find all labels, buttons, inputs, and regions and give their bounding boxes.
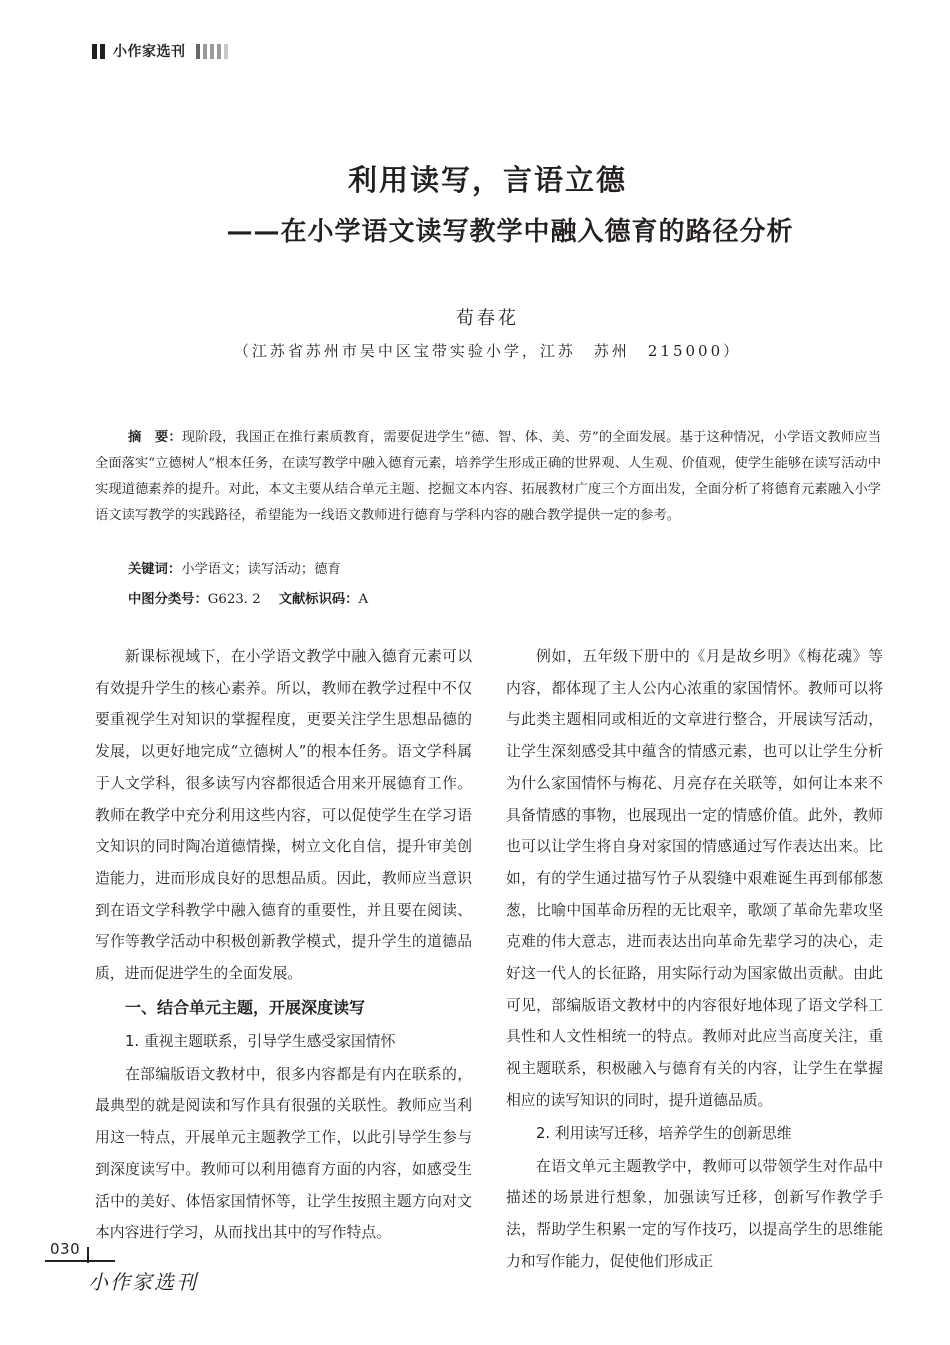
header-bars-right xyxy=(196,44,228,59)
journal-name: 小作家选刊 xyxy=(113,44,186,60)
author-name: 荀春花 xyxy=(456,308,519,329)
body-column-right xyxy=(506,641,883,1277)
subsection-1-heading: 1. 重视主题联系，引导学生感受家国情怀 xyxy=(125,1032,396,1050)
subsection-2-paragraph: 在语文单元主题教学中，教师可以带领学生对作品中描述的场景进行想象，加强读写迁移，创新写作教学手法，帮助学生积累一定的写作技巧，以提高学生的思维能力和写作能力，促使他们形成正 xyxy=(506,1157,883,1270)
article-subtitle: ——在小学语文读写教学中融入德育的路径分析 xyxy=(226,217,794,247)
intro-paragraph: 新课标视域下，在小学语文教学中融入德育元素可以有效提升学生的核心素养。所以，教师在教学过程中不仅要重视学生对知识的掌握程度，更要关注学生思想品德的发展，以更好地完成“立德树人”的根本任务。语文学科属于人文学科，很多读写内容都很适合用来开展德育工作。教师在教学中充分利用这些内容，可以促使学生在学习语文知识的同时陶冶道德情操，树立文化自信，提升审美创造能力，进而形成良好的思想品质。因此，教师应当意识到在语文学科教学中融入德育的重要性，并且要在阅读、写作等教学活动中积极创新教学模式，提升学生的道德品质，进而促进学生的全面发展。 xyxy=(95,648,472,983)
abstract-text: 现阶段，我国正在推行素质教育，需要促进学生“德、智、体、美、劳”的全面发展。基于这种情况，小学语文教师应当全面落实“立德树人”根本任务，在读写教学中融入德育元素，培养学生形成正确的世界观、人生观、价值观，使学生能够在读写活动中实现道德素养的提升。对此，本文主要从结合单元主题、挖掘文本内容、拓展教材广度三个方面出发，全面分析了将德育元素融入小学语文读写教学的实践路径，希望能为一线语文教师进行德育与学科内容的融合教学提供一定的参考。 xyxy=(95,430,881,523)
footer-logo: 小作家选刊 xyxy=(88,1270,198,1294)
clc-value: G623. 2 xyxy=(207,592,261,607)
footer-vertical-rule xyxy=(87,1247,89,1263)
article-title: 利用读写，言语立德 xyxy=(347,163,627,197)
subsection-2-heading: 2. 利用读写迁移，培养学生的创新思维 xyxy=(536,1124,792,1142)
author-affiliation: （江苏省苏州市吴中区宝带实验小学，江苏 苏州 215000） xyxy=(233,342,742,360)
abstract-label: 摘 要： xyxy=(128,430,182,445)
running-header xyxy=(92,40,228,62)
page-number: 030 xyxy=(50,1240,81,1258)
subsection-1-paragraph: 在部编版语文教材中，很多内容都是有内在联系的，最典型的就是阅读和写作具有很强的关联性。教师应当利用这一特点，开展单元主题教学工作，以此引导学生参与到深度读写中。教师可以利用德育方面的内容，如感受生活中的美好、体悟家国情怀等，让学生按照主题方向对文本内容进行学习，从而找出其中的写作特点。 xyxy=(95,1065,472,1242)
doc-code-label: 文献标识码： xyxy=(278,592,359,607)
doc-code-value: A xyxy=(358,592,369,607)
header-bars-left xyxy=(92,44,105,59)
section-1-heading: 一、结合单元主题，开展深度读写 xyxy=(125,997,366,1017)
classification xyxy=(128,590,368,610)
abstract xyxy=(95,425,881,529)
keywords xyxy=(128,560,341,580)
footer-rule xyxy=(45,1260,115,1262)
keywords-label: 关键词： xyxy=(128,562,182,577)
body-column-left xyxy=(95,641,472,1249)
clc-label: 中图分类号： xyxy=(128,592,208,607)
keywords-text: 小学语文；读写活动；德育 xyxy=(181,562,341,577)
example-paragraph: 例如，五年级下册中的《月是故乡明》《梅花魂》等内容，都体现了主人公内心浓重的家国情怀。教师可以将与此类主题相同或相近的文章进行整合，开展读写活动，让学生深刻感受其中蕴含的情感元素，也可以让学生分析为什么家国情怀与梅花、月亮存在关联等，如何让本来不具备情感的事物，也展现出一定的情感价值。此外，教师也可以让学生将自身对家国的情感通过写作表达出来。比如，有的学生通过描写竹子从裂缝中艰难诞生再到郁郁葱葱，比喻中国革命历程的无比艰辛，歌颂了革命先辈攻坚克难的伟大意志，进而表达出向革命先辈学习的决心，走好这一代人的长征路，用实际行动为国家做出贡献。由此可见，部编版语文教材中的内容很好地体现了语文学科工具性和人文性相统一的特点。教师对此应当高度关注，重视主题联系，积极融入与德育有关的内容，让学生在掌握相应的读写知识的同时，提升道德品质。 xyxy=(506,648,883,1109)
